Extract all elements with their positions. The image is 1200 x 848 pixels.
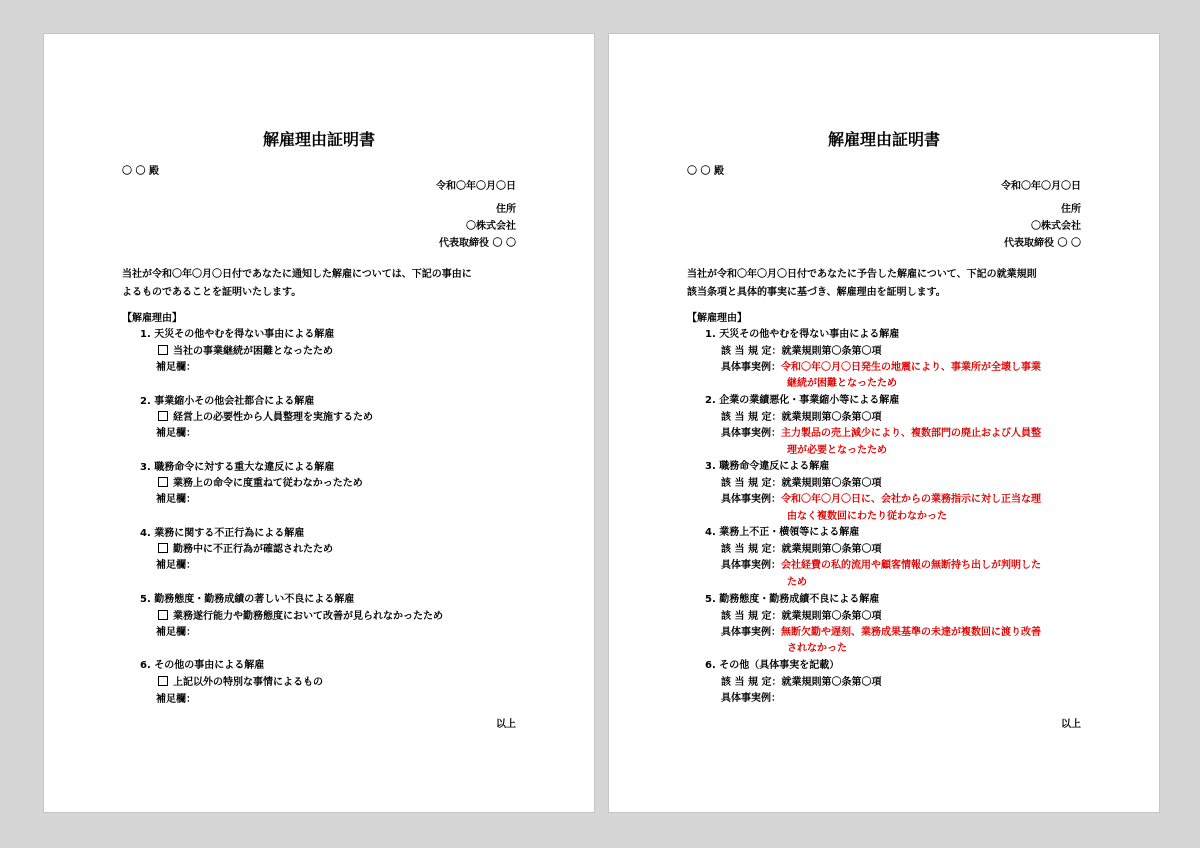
section-heading: 【解雇理由】 <box>122 313 182 324</box>
rule-value: 就業規則第〇条第〇項 <box>781 346 882 357</box>
closing: 以上 <box>496 719 516 730</box>
reason-heading: 3. 職務命令違反による解雇 <box>705 461 830 472</box>
fact-label: 具体事実例： <box>721 627 781 638</box>
section-heading: 【解雇理由】 <box>687 313 747 324</box>
checkbox[interactable] <box>158 345 168 355</box>
reason-detail-text: 業務上の命令に度重ねて従わなかったため <box>173 478 363 489</box>
rule-value: 就業規則第〇条第〇項 <box>781 544 882 555</box>
address-label: 住所 <box>496 204 516 215</box>
reason-heading: 4. 業務に関する不正行為による解雇 <box>140 528 305 539</box>
document-page-template <box>44 34 594 812</box>
addressee: 〇 〇 殿 <box>687 166 724 177</box>
reason-detail <box>158 610 443 624</box>
representative: 代表取締役 〇 〇 <box>1004 238 1081 249</box>
rule-value: 就業規則第〇条第〇項 <box>781 677 882 688</box>
note-field: 補足欄： <box>156 627 196 638</box>
rule-label: 該 当 規 定： <box>721 346 782 357</box>
note-field: 補足欄： <box>156 494 196 505</box>
fact-row <box>721 493 1041 507</box>
fact-label: 具体事実例： <box>721 560 781 571</box>
checkbox[interactable] <box>158 676 168 686</box>
reason-detail-text: 当社の事業継続が困難となったため <box>173 346 333 357</box>
company-name: 〇株式会社 <box>1031 221 1081 232</box>
reason-detail-text: 業務遂行能力や勤務態度において改善が見られなかったため <box>173 611 443 622</box>
reason-heading: 1. 天災その他やむを得ない事由による解雇 <box>140 329 335 340</box>
rule-label: 該 当 規 定： <box>721 611 782 622</box>
rule-value: 就業規則第〇条第〇項 <box>781 412 882 423</box>
reason-heading: 6. その他の事由による解雇 <box>140 660 265 671</box>
document-title: 解雇理由証明書 <box>262 130 375 149</box>
issue-date: 令和〇年〇月〇日 <box>1001 181 1081 192</box>
reason-detail-text: 経営上の必要性から人員整理を実施するため <box>173 412 373 423</box>
address-label: 住所 <box>1061 204 1081 215</box>
note-field: 補足欄： <box>156 694 196 705</box>
addressee: 〇 〇 殿 <box>122 166 159 177</box>
reason-heading: 5. 勤務態度・勤務成績不良による解雇 <box>705 594 880 605</box>
fact-label: 具体事実例： <box>721 428 781 439</box>
rule-row <box>721 610 881 624</box>
reason-heading: 2. 事業縮小その他会社都合による解雇 <box>140 396 315 407</box>
note-field: 補足欄： <box>156 560 196 571</box>
representative: 代表取締役 〇 〇 <box>439 238 516 249</box>
document-page-example <box>609 34 1159 812</box>
rule-row <box>721 345 881 359</box>
fact-row <box>721 692 781 706</box>
fact-value-continued: 継続が困難となったため <box>787 378 897 389</box>
checkbox[interactable] <box>158 610 168 620</box>
reason-heading: 1. 天災その他やむを得ない事由による解雇 <box>705 329 900 340</box>
rule-row <box>721 477 881 491</box>
reason-detail <box>158 411 373 425</box>
fact-value: 令和〇年〇月〇日に、会社からの業務指示に対し正当な理 <box>781 494 1041 505</box>
rule-row <box>721 543 881 557</box>
fact-value-continued: 由なく複数回にわたり従わなかった <box>787 511 947 522</box>
reason-detail <box>158 676 323 690</box>
reason-heading: 3. 職務命令に対する重大な違反による解雇 <box>140 462 335 473</box>
rule-row <box>721 676 881 690</box>
fact-value-continued: されなかった <box>787 643 847 654</box>
reason-detail <box>158 543 333 557</box>
company-name: 〇株式会社 <box>466 221 516 232</box>
rule-row <box>721 411 881 425</box>
reason-detail-text: 勤務中に不正行為が確認されたため <box>173 544 333 555</box>
note-field: 補足欄： <box>156 428 196 439</box>
rule-label: 該 当 規 定： <box>721 677 782 688</box>
rule-value: 就業規則第〇条第〇項 <box>781 611 882 622</box>
fact-value: 会社経費の私的流用や顧客情報の無断持ち出しが判明した <box>781 560 1041 571</box>
fact-label: 具体事実例： <box>721 693 781 704</box>
intro-line-1: 当社が令和〇年〇月〇日付であなたに通知した解雇については、下記の事由に <box>122 269 472 280</box>
reason-detail <box>158 345 333 359</box>
rule-value: 就業規則第〇条第〇項 <box>781 478 882 489</box>
document-title: 解雇理由証明書 <box>827 130 940 149</box>
fact-label: 具体事実例： <box>721 362 781 373</box>
checkbox[interactable] <box>158 477 168 487</box>
intro-line-1: 当社が令和〇年〇月〇日付であなたに予告した解雇について、下記の就業規則 <box>687 269 1037 280</box>
reason-detail-text: 上記以外の特別な事情によるもの <box>173 677 323 688</box>
issue-date: 令和〇年〇月〇日 <box>436 181 516 192</box>
reason-detail <box>158 477 363 491</box>
rule-label: 該 当 規 定： <box>721 478 782 489</box>
reason-heading: 5. 勤務態度・勤務成績の著しい不良による解雇 <box>140 594 355 605</box>
reason-heading: 4. 業務上不正・横領等による解雇 <box>705 527 860 538</box>
fact-row <box>721 361 1041 375</box>
checkbox[interactable] <box>158 411 168 421</box>
fact-row <box>721 427 1041 441</box>
fact-value-continued: ため <box>787 577 807 588</box>
fact-value-continued: 理が必要となったため <box>787 445 887 456</box>
fact-label: 具体事実例： <box>721 494 781 505</box>
rule-label: 該 当 規 定： <box>721 544 782 555</box>
reason-heading: 6. その他（具体事実を記載） <box>705 660 840 671</box>
fact-value: 無断欠勤や遅刻、業務成果基準の未達が複数回に渡り改善 <box>781 627 1041 638</box>
intro-line-2: 該当条項と具体的事実に基づき、解雇理由を証明します。 <box>687 287 946 298</box>
fact-value: 主力製品の売上減少により、複数部門の廃止および人員整 <box>781 428 1041 439</box>
reason-heading: 2. 企業の業績悪化・事業縮小等による解雇 <box>705 395 900 406</box>
intro-line-2: よるものであることを証明いたします。 <box>122 287 302 298</box>
fact-value: 令和〇年〇月〇日発生の地震により、事業所が全壊し事業 <box>781 362 1041 373</box>
rule-label: 該 当 規 定： <box>721 412 782 423</box>
note-field: 補足欄： <box>156 362 196 373</box>
closing: 以上 <box>1061 719 1081 730</box>
fact-row <box>721 559 1041 573</box>
fact-row <box>721 626 1041 640</box>
checkbox[interactable] <box>158 543 168 553</box>
